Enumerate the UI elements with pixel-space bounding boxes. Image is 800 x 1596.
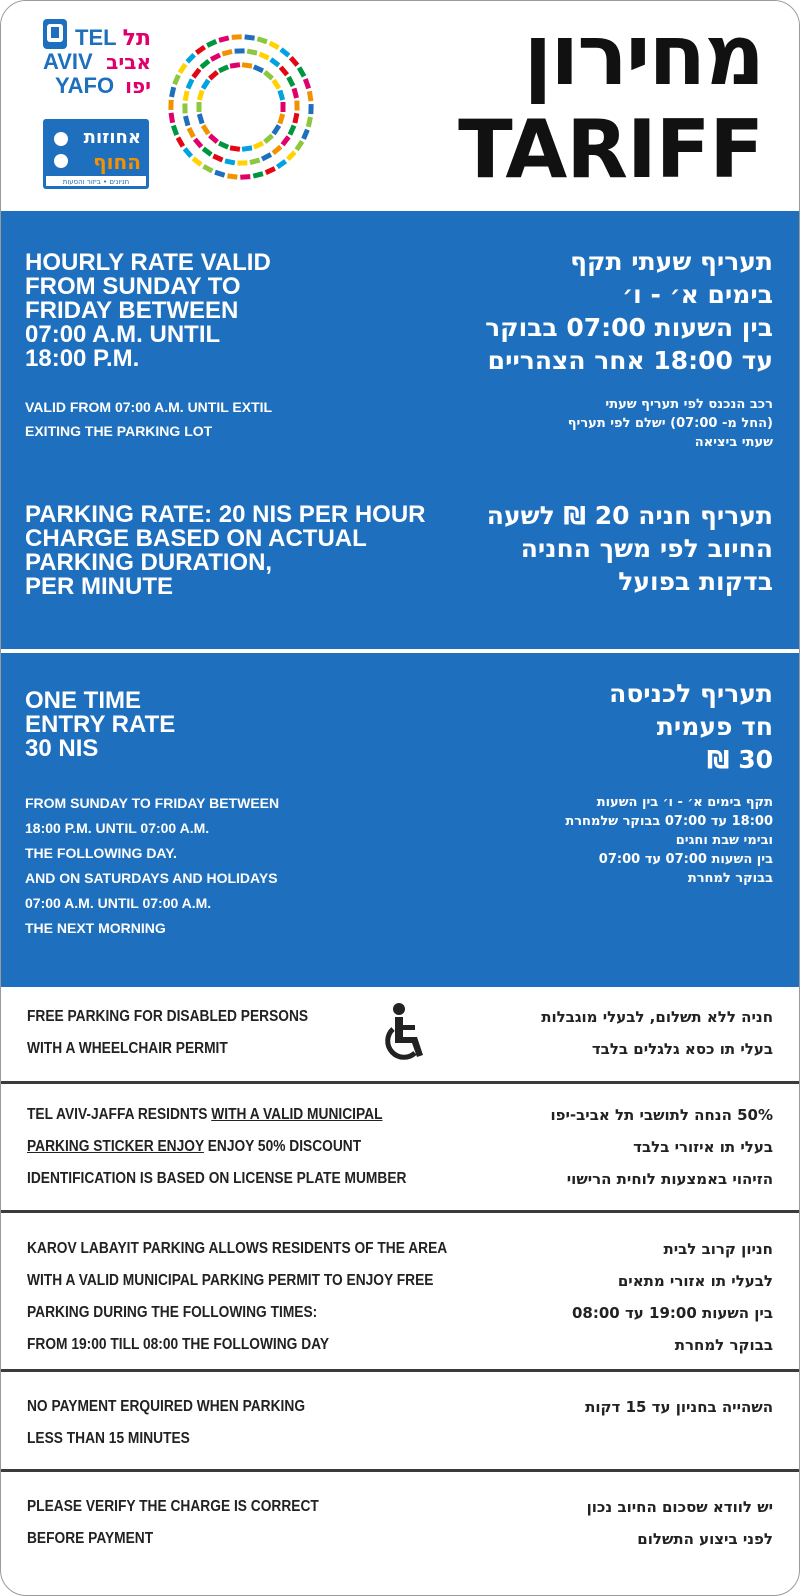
sunburst-dash [277,90,285,101]
sunburst-dash [192,157,203,167]
logo-he-3: יפו [125,74,151,98]
sunburst-dash [253,64,264,73]
sunburst-dash [185,53,196,64]
sunburst-dash [308,104,313,114]
sunburst-dash [193,138,203,149]
sunburst-dash [269,57,280,67]
hourly-valid-en: VALID FROM 07:00 A.M. UNTIL EXTIL EXITING THE PARKING LOT [25,399,273,439]
sunburst-dash [242,145,253,151]
sunburst-dash [253,171,264,178]
logo-he-2: אביב [106,50,151,74]
karov-text-he: חניון קרוב לבית לבעלי תו אזורי מתאים בין השעות 19:00 עד 08:00 בבוקר למחרת [572,1240,773,1354]
sunburst-dash [201,79,211,90]
sunburst-dash [292,88,299,99]
row-divider [1,1210,799,1213]
sunburst-dash [276,159,287,169]
wheelchair-icon [377,1003,427,1067]
badge-sub: חניונים • ביזור והסעות [62,178,130,186]
sunburst-dash [230,145,241,151]
sunburst-dash [212,154,223,163]
logo-tel: TEL [75,25,117,50]
row-divider [1,1469,799,1472]
sunburst-dash [279,47,290,57]
sunburst-dash [286,150,297,161]
verify-text-en: PLEASE VERIFY THE CHARGE IS CORRECT BEFORE PAYMENT [27,1498,319,1547]
sunburst-dash [183,115,190,126]
sunburst-dash [186,78,195,89]
sunburst-dash [253,141,264,150]
logo-aviv: AVIV [43,49,93,74]
sunburst-dash [247,49,258,56]
disabled-text-en: FREE PARKING FOR DISABLED PERSONS WITH A WHEELCHAIR PERMIT [27,1008,309,1057]
short-stay-text-he: השהייה בחניון עד 15 דקות [585,1398,773,1416]
sunburst-dash [232,34,242,40]
verify-text-he: יש לוודא שסכום החיוב נכון לפני ביצוע התשלום [586,1498,773,1548]
hourly-rate-panel [1,211,799,649]
sunburst-dash [218,64,229,73]
sunburst-dash [171,125,179,136]
sunburst-dash [294,101,299,111]
logo-he-1: תל [122,26,151,51]
sunburst-dash [197,90,205,101]
sunburst-dash [201,124,211,135]
resident-en-underline2: PARKING STICKER ENJOY [27,1138,204,1155]
hourly-rate-en: PARKING RATE: 20 NIS PER HOUR CHARGE BASED ON ACTUAL PARKING DURATION, PER MINUTE [25,501,426,600]
sunburst-dash [227,173,238,179]
sunburst-dash [237,160,247,165]
sunburst-dash [208,70,219,80]
sunburst-dash [289,56,299,67]
sunburst-dash [257,36,268,44]
sunburst-dash [222,49,233,56]
sunburst-dash [240,174,250,180]
short-stay-text-en: NO PAYMENT ERQUIRED WHEN PARKING LESS THAN 15 MINUTES [27,1398,306,1447]
row-divider [1,1081,799,1084]
sunburst-dash [206,39,217,48]
sunburst-dash [172,74,180,85]
sunburst-dash [281,102,286,112]
sunburst-dash [301,129,309,140]
sunburst-dash [178,63,188,74]
karov-text-en: KAROV LABAYIT PARKING ALLOWS RESIDENTS OF THE AREA WITH A VALID MUNICIPAL PARKING PERMIT TO ENJOY FREE PARKING DURING THE FOLLOWING TIMES: FROM 19:00 TILL 08:00 THE FOLLOWING DAY [27,1240,448,1353]
sunburst-dash [168,100,173,110]
hourly-title-en: HOURLY RATE VALID FROM SUNDAY TO FRIDAY BETWEEN 07:00 A.M. UNTIL 18:00 P.M. [25,249,271,372]
title-hebrew: מחירון [523,6,763,104]
entry-rate-panel [1,653,799,987]
sunburst-dash [169,112,175,123]
sunburst-dash [265,166,276,175]
sunburst-dash [202,147,213,157]
ahuzot-hahof-badge [43,119,149,189]
city-emblem-icon [43,19,67,49]
sunburst-dash [176,136,185,147]
sunburst-dash [183,91,190,102]
sunburst-dash [263,134,274,144]
sunburst-dash [208,134,219,144]
entry-title-he: תעריף לכניסה חד פעמית 30 ₪ [609,679,773,774]
hourly-rate-he: תעריף חניה 20 ₪ לשעה החיוב לפי משך החניה בדקות בפועל [486,501,773,596]
sunburst-dash [214,170,225,178]
sunburst-dash [235,48,245,53]
sunburst-dash [303,78,311,89]
sunburst-dash [249,158,260,165]
sign-header [1,1,799,209]
sunburst-dash [259,52,270,61]
sunburst-dash [292,113,299,124]
sunburst-dash [187,127,196,138]
disabled-text-he: חניה ללא תשלום, לבעלי מוגבלות בעלי תו כסא גלגלים בלבד [541,1008,773,1058]
resident-en-underline1: WITH A VALID MUNICIPAL [211,1106,383,1123]
resident-en-part3: IDENTIFICATION IS BASED ON LICENSE PLATE MUMBER [27,1170,407,1187]
badge-top: אחוזות [83,127,141,148]
sunburst-dash [200,59,211,69]
sunburst-dash [225,158,236,165]
sunburst-dash [279,66,289,77]
hourly-title-he: תעריף שעתי תקף בימים א׳ - ו׳ בין השעות 07:00 בבוקר עד 18:00 אחר הצהריים [485,247,773,375]
sunburst-dash [210,53,221,62]
sunburst-dash [281,135,291,146]
sunburst-logo-icon [168,34,313,179]
sunburst-dash [202,164,213,173]
sunburst-dash [261,152,272,161]
sunburst-dash [195,45,206,55]
resident-text-en [27,1099,526,1195]
sunburst-dash [271,79,281,90]
sunburst-dash [286,76,295,87]
resident-text-he: 50% הנחה לתושבי תל אביב-יפו בעלי תו איזורי בלבד הזיהוי באמצעות לוחית הרישוי [550,1106,773,1188]
sunburst-dash [197,102,202,112]
sunburst-dash [218,141,229,150]
title-english: TARIFF [458,103,763,196]
sunburst-dash [277,113,285,124]
tel-aviv-logo [41,15,321,195]
badge-bottom: החוף [93,150,141,174]
logo-yafo: YAFO [55,73,115,98]
sunburst-dash [272,145,283,155]
sunburst-dash [230,62,241,68]
sunburst-dash [297,66,306,77]
sunburst-dash [307,91,313,102]
sunburst-dash [306,116,313,127]
sunburst-dash [295,140,305,151]
resident-en-part1: TEL AVIV-JAFFA RESIDNTS [27,1106,212,1123]
sunburst-dash [269,41,280,50]
sunburst-dash [183,147,193,158]
sunburst-dash [197,113,205,124]
sunburst-dash [242,62,253,68]
sunburst-dash [263,70,274,80]
entry-times-en: FROM SUNDAY TO FRIDAY BETWEEN 18:00 P.M. UNTIL 07:00 A.M. THE FOLLOWING DAY. AND ON SATURDAYS AND HOLIDAYS 07:00 A.M. UNTIL 07:00 A.M. THE NEXT MORNING [25,795,280,936]
hourly-valid-he: רכב הנכנס לפי תעריף שעתי (החל מ- 07:00) ישלם לפי תעריף שעתי ביציאה [567,397,773,450]
sunburst-dash [182,103,187,113]
sunburst-dash [244,34,255,40]
row-divider [1,1369,799,1372]
sunburst-dash [218,35,229,42]
sunburst-dash [169,87,176,98]
entry-times-he: תקף בימים א׳ - ו׳ בין השעות 18:00 עד 07:00 בבוקר שלמחרת ובימי שבת וחגים בין השעות 07:00 עד 07:00 בבוקר למחרת [565,795,773,886]
resident-en-part2: ENJOY 50% DISCOUNT [203,1138,362,1155]
sunburst-dash [288,125,297,136]
sunburst-dash [191,68,201,79]
entry-title-en: ONE TIME ENTRY RATE 30 NIS [25,687,176,762]
sunburst-dash [271,124,281,135]
